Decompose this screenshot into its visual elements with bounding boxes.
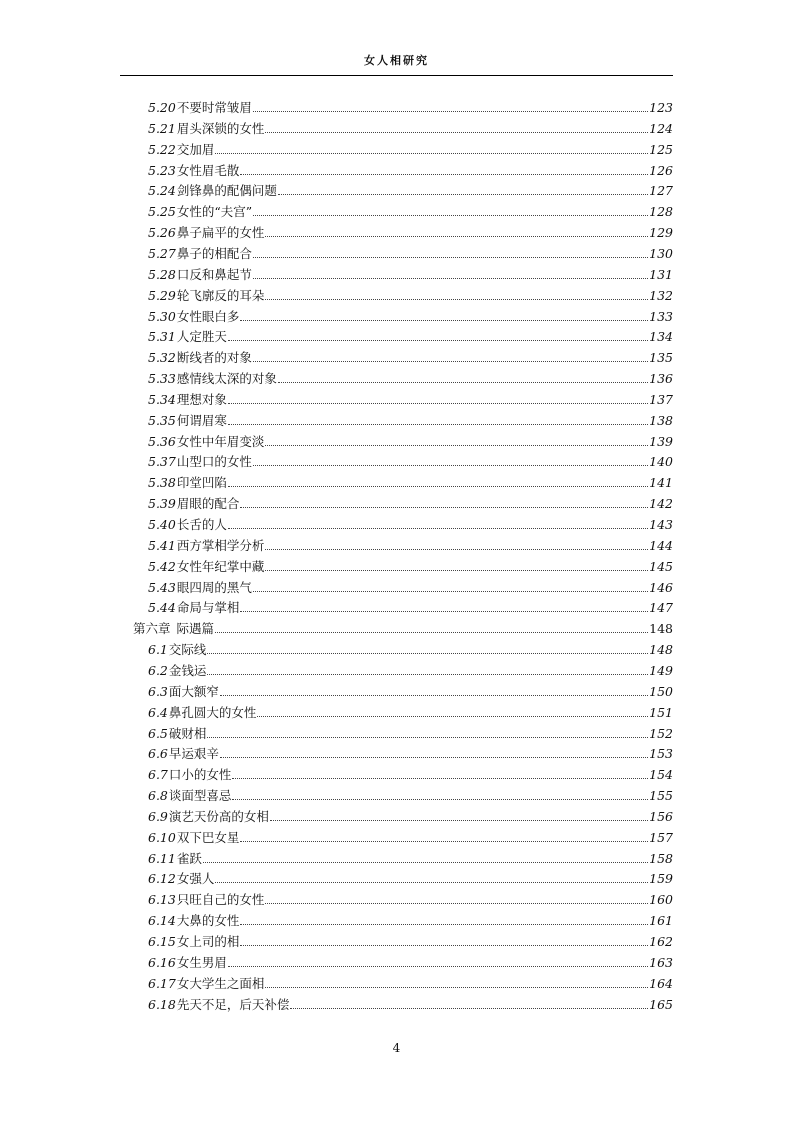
toc-entry-number: 5.42: [148, 558, 176, 574]
toc-entry-page: 138: [649, 412, 673, 428]
toc-section-entry[interactable]: [148, 680, 673, 700]
toc-section-entry[interactable]: [148, 221, 673, 241]
toc-entry-page: 149: [649, 662, 673, 678]
dot-leader: [240, 507, 648, 508]
dot-leader: [265, 299, 648, 300]
dot-leader: [228, 966, 648, 967]
toc-entry-number: 5.43: [148, 579, 176, 595]
toc-entry-title: 鼻子的相配合: [176, 245, 252, 261]
toc-entry-page: 135: [649, 350, 673, 366]
toc-entry-page: 141: [649, 475, 673, 491]
toc-entry-page: 129: [649, 225, 673, 241]
dot-leader: [240, 841, 648, 842]
toc-entry-title: 金钱运: [168, 662, 207, 678]
toc-section-entry[interactable]: [148, 596, 673, 616]
toc-entry-number: 6.4: [148, 704, 168, 720]
toc-entry-page: 130: [649, 245, 673, 261]
toc-section-entry[interactable]: [148, 409, 673, 429]
toc-entry-number: 6.12: [148, 871, 176, 887]
toc-entry-title: 谈面型喜忌: [168, 788, 232, 804]
toc-entry-number: 5.40: [148, 517, 176, 532]
dot-leader: [257, 716, 648, 717]
dot-leader: [253, 257, 648, 258]
toc-entry-title: 双下巴女星: [176, 829, 240, 845]
toc-section-entry[interactable]: [148, 325, 673, 345]
toc-entry-title: 剑锋鼻的配偶问题: [176, 183, 277, 199]
running-header: 女人相研究: [364, 54, 429, 67]
toc-entry-number: 6.9: [148, 808, 168, 824]
toc-entry-title: 大鼻的女性: [176, 913, 240, 929]
toc-entry-number: 6.7: [148, 767, 168, 783]
toc-entry-number: 5.36: [148, 433, 176, 449]
toc-section-entry[interactable]: [148, 346, 673, 366]
toc-entry-page: 148: [649, 621, 673, 637]
toc-section-entry[interactable]: [148, 305, 673, 325]
dot-leader: [207, 653, 648, 654]
dot-leader: [228, 424, 648, 425]
dot-leader: [278, 194, 648, 195]
toc-entry-number: 5.35: [148, 412, 176, 428]
toc-entry-title: 女大学生之面相: [176, 975, 265, 991]
toc-entry-number: 5.23: [148, 162, 176, 178]
toc-entry-title: 交际线: [168, 642, 207, 658]
toc-section-entry[interactable]: [148, 763, 673, 783]
toc-entry-title: 女性眉毛散: [176, 162, 240, 178]
dot-leader: [215, 153, 648, 154]
toc-entry-number: 5.41: [148, 537, 176, 553]
toc-entry-number: 5.31: [148, 329, 176, 345]
toc-section-entry[interactable]: [148, 576, 673, 596]
toc-entry-number: 5.20: [148, 100, 176, 115]
toc-entry-number: 6.15: [148, 934, 176, 949]
dot-leader: [253, 215, 648, 216]
dot-leader: [207, 737, 648, 738]
dot-leader: [265, 987, 648, 988]
toc-entry-number: 6.3: [148, 683, 168, 699]
toc-entry-number: 5.39: [148, 496, 176, 512]
toc-entry-number: 6.1: [148, 642, 168, 658]
toc-entry-number: 5.38: [148, 475, 176, 491]
toc-entry-page: 137: [649, 391, 673, 407]
toc-section-entry[interactable]: [148, 826, 673, 846]
toc-entry-page: 140: [649, 454, 673, 470]
toc-entry-number: 5.30: [148, 308, 176, 324]
dot-leader: [265, 132, 648, 133]
toc-entry-title: 女性眼白多: [176, 308, 240, 324]
toc-entry-title: 感情线太深的对象: [176, 371, 277, 387]
toc-entry-number: 5.34: [148, 391, 176, 407]
toc-entry-title: 交加眉: [176, 141, 215, 157]
dot-leader: [228, 528, 648, 529]
toc-chapter-entry[interactable]: [133, 617, 673, 637]
dot-leader: [253, 278, 648, 279]
toc-entry-page: 123: [649, 100, 673, 115]
toc-section-entry[interactable]: [148, 367, 673, 387]
dot-leader: [278, 382, 648, 383]
toc-entry-title: 轮飞廓反的耳朵: [176, 287, 265, 303]
toc-entry-page: 128: [649, 204, 673, 220]
toc-section-entry[interactable]: [148, 701, 673, 721]
toc-section-entry[interactable]: [148, 847, 673, 867]
dot-leader: [228, 403, 648, 404]
toc-entry-page: 165: [649, 996, 673, 1012]
toc-entry-page: 147: [649, 600, 673, 616]
toc-section-entry[interactable]: [148, 805, 673, 825]
toc-entry-title: 眼四周的黑气: [176, 579, 252, 595]
dot-leader: [240, 611, 648, 612]
toc-section-entry[interactable]: [148, 242, 673, 262]
toc-entry-number: 5.24: [148, 183, 176, 199]
page-number: 4: [392, 1041, 401, 1055]
dot-leader: [253, 361, 648, 362]
toc-section-entry[interactable]: [148, 659, 673, 679]
toc-entry-page: 125: [649, 141, 673, 157]
toc-entry-number: 5.33: [148, 371, 176, 387]
toc-section-entry[interactable]: [148, 513, 673, 533]
toc-entry-title: 先天不足，后天补偿: [176, 996, 290, 1012]
dot-leader: [240, 924, 648, 925]
toc-section-entry[interactable]: [148, 742, 673, 762]
dot-leader: [240, 174, 648, 175]
toc-entry-number: 5.28: [148, 266, 176, 282]
toc-entry-number: 第六章: [133, 621, 171, 637]
toc-entry-page: 152: [649, 725, 673, 741]
toc-entry-page: 146: [649, 579, 673, 595]
toc-entry-page: 157: [649, 829, 673, 845]
toc-entry-page: 164: [649, 975, 673, 991]
dot-leader: [220, 757, 648, 758]
toc-section-entry[interactable]: [148, 138, 673, 158]
dot-leader: [265, 903, 648, 904]
dot-leader: [232, 799, 648, 800]
toc-entry-page: 127: [649, 183, 673, 199]
toc-entry-number: 5.32: [148, 350, 176, 366]
dot-leader: [265, 549, 648, 550]
toc-entry-number: 5.25: [148, 204, 176, 220]
toc-entry-number: 5.21: [148, 120, 176, 136]
header-rule: [120, 75, 673, 76]
toc-entry-page: 151: [649, 704, 673, 720]
toc-entry-title: 只旺自己的女性: [176, 892, 265, 908]
toc-entry-title: 眉眼的配合: [176, 496, 240, 512]
dot-leader: [265, 236, 648, 237]
toc-entry-page: 150: [649, 683, 673, 699]
dot-leader: [228, 486, 648, 487]
toc-entry-title: 演艺天份高的女相: [168, 808, 269, 824]
toc-entry-number: 6.18: [148, 996, 176, 1012]
toc-section-entry[interactable]: [148, 200, 673, 220]
toc-entry-title: 眉头深锁的女性: [176, 120, 265, 136]
toc-entry-number: 5.37: [148, 454, 176, 470]
toc-entry-title: 断线者的对象: [176, 350, 252, 366]
toc-entry-page: 131: [649, 266, 673, 282]
toc-entry-number: 5.26: [148, 225, 176, 241]
dot-leader: [253, 111, 648, 112]
toc-entry-title: 口小的女性: [168, 767, 232, 783]
toc-section-entry[interactable]: [148, 972, 673, 992]
toc-entry-number: 6.11: [148, 850, 176, 866]
toc-entry-number: 6.2: [148, 662, 168, 678]
toc-entry-title: 际遇篇: [176, 621, 215, 637]
toc-entry-title: 女生男眉: [176, 954, 227, 970]
toc-entry-title: 鼻子扁平的女性: [176, 225, 265, 241]
toc-entry-title: 早运艰辛: [168, 746, 219, 762]
toc-section-entry[interactable]: [148, 96, 673, 116]
toc-entry-number: 6.8: [148, 788, 168, 804]
toc-entry-title: 印堂凹陷: [176, 475, 227, 491]
toc-section-entry[interactable]: [148, 263, 673, 283]
toc-entry-number: 5.27: [148, 245, 176, 261]
toc-entry-number: 5.44: [148, 600, 176, 616]
toc-entry-title: 西方掌相学分析: [176, 537, 265, 553]
toc-entry-page: 156: [649, 808, 673, 824]
dot-leader: [240, 320, 648, 321]
toc-entry-number: 5.29: [148, 287, 176, 303]
toc-entry-page: 153: [649, 746, 673, 762]
toc-entry-title: 长舌的人: [176, 517, 227, 532]
dot-leader: [203, 862, 648, 863]
dot-leader: [265, 445, 648, 446]
toc-section-entry[interactable]: [148, 430, 673, 450]
toc-entry-title: 女强人: [176, 871, 215, 887]
toc-entry-title: 命局与掌相: [176, 600, 240, 616]
toc-entry-page: 124: [649, 120, 673, 136]
toc-entry-title: 破财相: [168, 725, 207, 741]
toc-entry-title: 山型口的女性: [176, 454, 252, 470]
toc-section-entry[interactable]: [148, 179, 673, 199]
toc-entry-page: 139: [649, 433, 673, 449]
toc-section-entry[interactable]: [148, 930, 673, 950]
toc-section-entry[interactable]: [148, 867, 673, 887]
toc-entry-title: 口反和鼻起节: [176, 266, 252, 282]
dot-leader: [253, 465, 648, 466]
dot-leader: [232, 778, 648, 779]
toc-entry-page: 163: [649, 954, 673, 970]
toc-entry-page: 148: [649, 642, 673, 658]
toc-entry-title: 何谓眉寒: [176, 412, 227, 428]
toc-section-entry[interactable]: [148, 450, 673, 470]
toc-section-entry[interactable]: [148, 555, 673, 575]
toc-entry-number: 6.6: [148, 746, 168, 762]
toc-entry-page: 136: [649, 371, 673, 387]
toc-section-entry[interactable]: [148, 909, 673, 929]
toc-section-entry[interactable]: [148, 993, 673, 1013]
toc-entry-title: 鼻孔圆大的女性: [168, 704, 257, 720]
toc-entry-number: 5.22: [148, 141, 176, 157]
dot-leader: [240, 945, 648, 946]
toc-section-entry[interactable]: [148, 534, 673, 554]
toc-entry-page: 133: [649, 308, 673, 324]
toc-entry-title: 不要时常皱眉: [176, 100, 252, 115]
toc-entry-title: 面大额窄: [168, 683, 219, 699]
toc-entry-title: 人定胜天: [176, 329, 227, 345]
toc-section-entry[interactable]: [148, 388, 673, 408]
toc-entry-title: 雀跃: [176, 850, 202, 866]
toc-entry-page: 162: [649, 934, 673, 949]
dot-leader: [220, 695, 648, 696]
toc-section-entry[interactable]: [148, 284, 673, 304]
toc-entry-page: 143: [649, 517, 673, 532]
toc-entry-title: 理想对象: [176, 391, 227, 407]
toc-entry-page: 160: [649, 892, 673, 908]
toc-entry-number: 6.14: [148, 913, 176, 929]
toc-entry-page: 158: [649, 850, 673, 866]
toc-entry-title: 女上司的相: [176, 934, 240, 949]
toc-section-entry[interactable]: [148, 722, 673, 742]
dot-leader: [207, 674, 648, 675]
toc-entry-page: 134: [649, 329, 673, 345]
toc-entry-title: 女性中年眉变淡: [176, 433, 265, 449]
dot-leader: [290, 1008, 648, 1009]
toc-entry-page: 142: [649, 496, 673, 512]
dot-leader: [253, 591, 648, 592]
toc-section-entry[interactable]: [148, 117, 673, 137]
toc-section-entry[interactable]: [148, 492, 673, 512]
toc-section-entry[interactable]: [148, 638, 673, 658]
toc-entry-page: 159: [649, 871, 673, 887]
dot-leader: [265, 570, 648, 571]
dot-leader: [270, 820, 648, 821]
toc-entry-number: 6.10: [148, 829, 176, 845]
toc-entry-page: 145: [649, 558, 673, 574]
toc-entry-number: 6.5: [148, 725, 168, 741]
toc-entry-page: 132: [649, 287, 673, 303]
toc-entry-number: 6.16: [148, 954, 176, 970]
toc-entry-page: 144: [649, 537, 673, 553]
toc-section-entry[interactable]: [148, 471, 673, 491]
toc-entry-page: 154: [649, 767, 673, 783]
toc-entry-title: 女性的“夫宫”: [176, 204, 253, 220]
toc-section-entry[interactable]: [148, 888, 673, 908]
toc-entry-page: 161: [649, 913, 673, 929]
toc-entry-number: 6.13: [148, 892, 176, 908]
toc-entry-page: 155: [649, 788, 673, 804]
dot-leader: [215, 632, 648, 633]
toc-entry-title: 女性年纪掌中藏: [176, 558, 265, 574]
dot-leader: [215, 882, 648, 883]
toc-section-entry[interactable]: [148, 159, 673, 179]
toc-entry-page: 126: [649, 162, 673, 178]
toc-section-entry[interactable]: [148, 951, 673, 971]
toc-entry-number: 6.17: [148, 975, 176, 991]
toc-section-entry[interactable]: [148, 784, 673, 804]
dot-leader: [228, 340, 648, 341]
